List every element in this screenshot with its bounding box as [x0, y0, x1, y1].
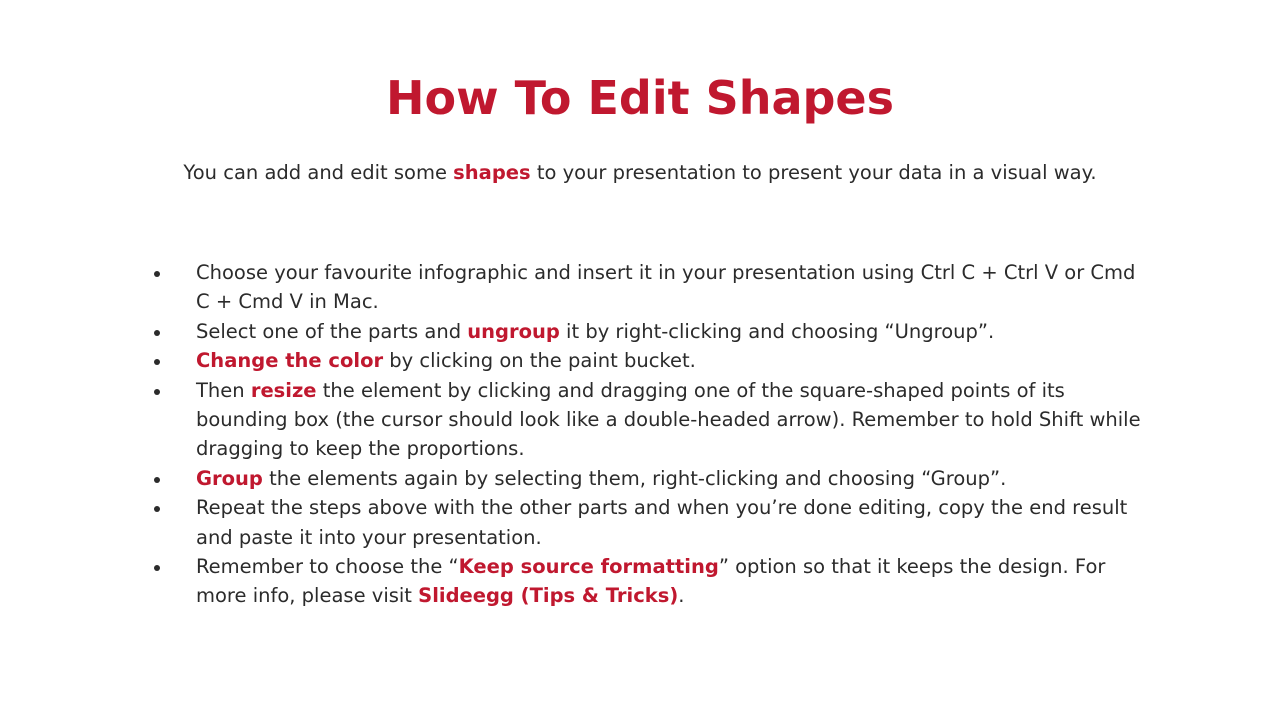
- bullet-icon: [154, 506, 160, 512]
- subtitle-highlight: shapes: [453, 161, 531, 184]
- step-text-after: ” option so that it keeps the design. For more info, please visit: [196, 555, 1106, 608]
- step-text-before: Select one of the parts and: [196, 319, 468, 343]
- step-item-6: [150, 493, 1150, 552]
- subtitle-text-before: You can add and edit some: [183, 161, 454, 184]
- bullet-icon: [154, 330, 160, 336]
- step-item-2: [150, 317, 1150, 346]
- step-text-before: Then: [196, 378, 251, 402]
- step-text-after: the element by clicking and dragging one of the square-shaped points of its bounding box (the cursor should look like a double-headed arrow). Remember to hold Shift while dragging to keep the proportions.: [196, 378, 1141, 461]
- step-highlight: resize: [250, 378, 317, 402]
- bullet-icon: [154, 565, 160, 571]
- step-text-before: Choose your favourite infographic and insert it in your presentation using Ctrl C + Ctrl V or Cmd C + Cmd V in Mac.: [196, 261, 1136, 314]
- step-text-before: Repeat the steps above with the other parts and when you’re done editing, copy the end result and paste it into your presentation.: [196, 496, 1128, 549]
- bullet-icon: [154, 359, 160, 365]
- slide-subtitle: [0, 158, 1280, 188]
- step-text-after: it by right-clicking and choosing “Ungroup”.: [559, 319, 995, 343]
- step-highlight: Group: [196, 466, 263, 490]
- step-item-4: [150, 376, 1150, 464]
- tips-link[interactable]: Slideegg (Tips & Tricks): [418, 584, 679, 608]
- step-item-7: [150, 552, 1150, 611]
- bullet-icon: [154, 477, 160, 483]
- step-highlight: ungroup: [467, 319, 560, 343]
- bullet-icon: [154, 271, 160, 277]
- step-text-end: .: [678, 584, 685, 608]
- subtitle-text-after: to your presentation to present your data in a visual way.: [530, 161, 1097, 184]
- step-highlight: Keep source formatting: [458, 555, 719, 579]
- step-highlight: Change the color: [196, 349, 384, 373]
- step-item-5: [150, 464, 1150, 493]
- step-item-1: [150, 258, 1150, 317]
- slide-title: How To Edit Shapes: [385, 71, 895, 125]
- step-text-before: Remember to choose the “: [196, 555, 459, 579]
- steps-list: [150, 258, 1150, 611]
- bullet-icon: [154, 389, 160, 395]
- step-text-after: by clicking on the paint bucket.: [383, 349, 696, 373]
- step-text-after: the elements again by selecting them, right-clicking and choosing “Group”.: [262, 466, 1007, 490]
- step-item-3: [150, 346, 1150, 375]
